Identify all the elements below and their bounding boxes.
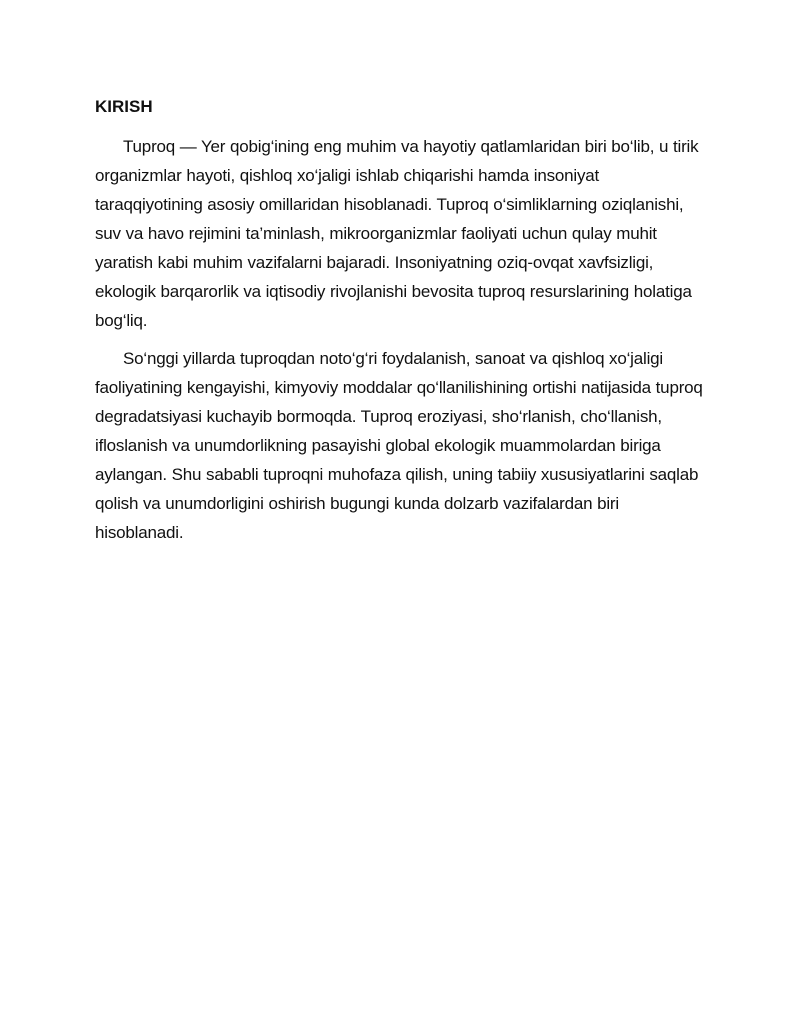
- document-body: [95, 96, 710, 556]
- paragraph-intro: Tuproq — Yer qobig‘ining eng muhim va hayotiy qatlamlaridan biri bo‘lib, u tirik organizmlar hayoti, qishloq xo‘jaligi ishlab chiqarishi hamda insoniyat taraqqiyotining asosiy omillaridan hisoblanadi. Tuproq o‘simliklarning oziqlanishi, suv va havo rejimini ta’minlash, mikroorganizmlar faoliyati uchun qulay muhit yaratish kabi muhim vazifalarni bajaradi. Insoniyatning oziq-ovqat xavfsizligi, ekologik barqarorlik va iqtisodiy rivojlanishi bevosita tuproq resurslarining holatiga bog‘liq.: [95, 137, 699, 330]
- paragraph-degradation: So‘nggi yillarda tuproqdan noto‘g‘ri foydalanish, sanoat va qishloq xo‘jaligi faoliyatining kengayishi, kimyoviy moddalar qo‘llanilishining ortishi natijasida tuproq degradatsiyasi kuchayib bormoqda. Tuproq eroziyasi, sho‘rlanish, cho‘llanish, ifloslanish va unumdorlikning pasayishi global ekologik muammolardan biriga aylangan. Shu sababli tuproqni muhofaza qilish, uning tabiiy xususiyatlarini saqlab qolish va unumdorligini oshirish bugungi kunda dolzarb vazifalardan biri hisoblanadi.: [95, 349, 703, 542]
- section-heading: KIRISH: [95, 97, 153, 116]
